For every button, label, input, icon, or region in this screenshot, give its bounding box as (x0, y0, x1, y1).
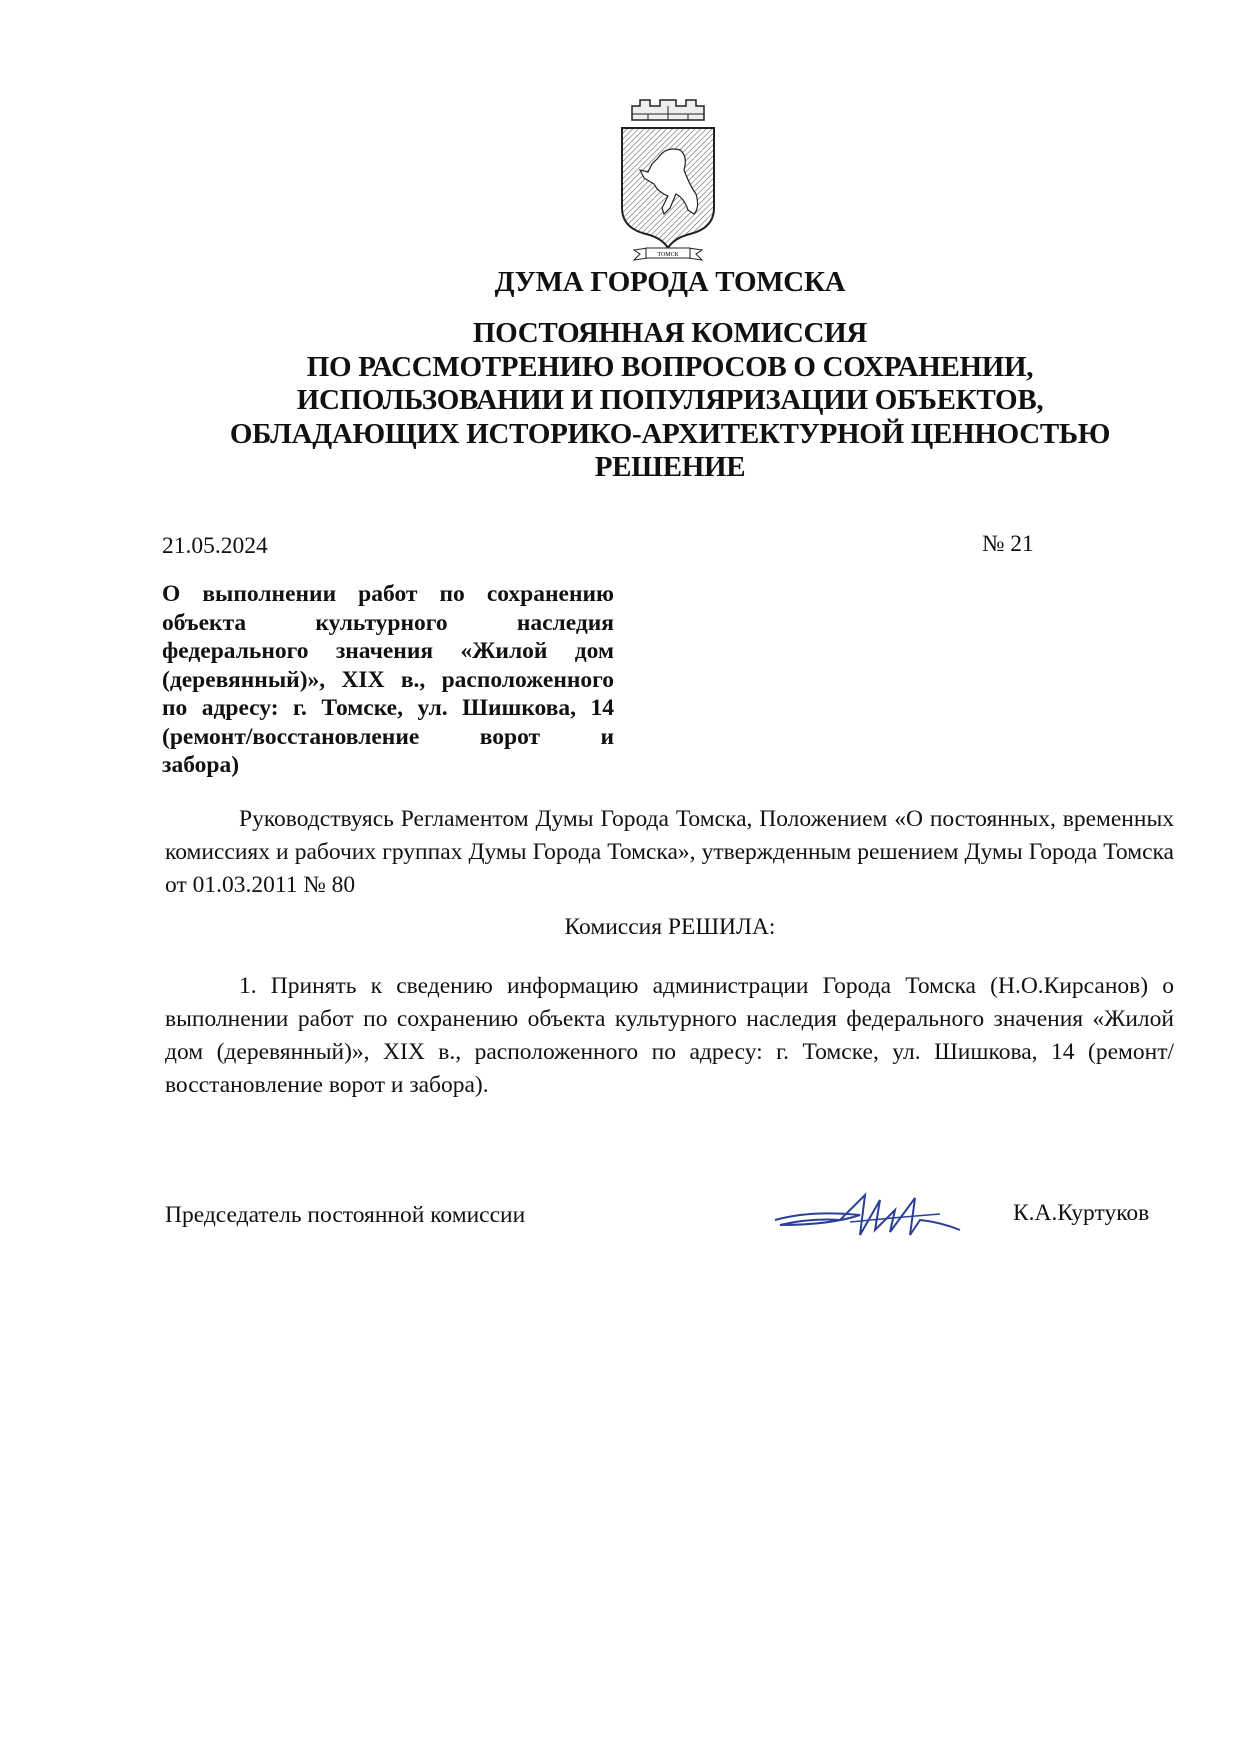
decision-item-1: 1. Принять к сведению информацию администрации Города Томска (Н.О.Кирсанов) о выполнении работ по сохранению объекта культурного наследия федерального значения «Жилой дом (деревянный)», XIX в., расположенного по адресу: г. Томске, ул. Шишкова, 14 (ремонт/восстановление ворот и забора). (165, 973, 1174, 1098)
handwritten-signature (770, 1180, 970, 1250)
commission-line: ПОСТОЯННАЯ КОМИССИЯ (472, 317, 868, 349)
decided-heading: Комиссия РЕШИЛА: (564, 914, 776, 940)
document-type: РЕШЕНИЕ (594, 451, 746, 483)
subject-line: (деревянный)», XIX в., расположенного (162, 666, 614, 693)
subject-line: забора) (162, 752, 240, 778)
commission-line: ОБЛАДАЮЩИХ ИСТОРИКО-АРХИТЕКТУРНОЙ ЦЕННОСТЬЮ (229, 417, 1111, 450)
signatory-name: К.А.Куртуков (1013, 1200, 1150, 1226)
subject-line: по адресу: г. Томске, ул. Шишкова, 14 (162, 695, 614, 721)
subject-line: федерального значения «Жилой дом (162, 638, 614, 664)
decision-date: 21.05.2024 (162, 533, 268, 559)
subject-line: объекта культурного наследия (162, 609, 614, 636)
tomsk-coat-of-arms-emblem (618, 98, 718, 264)
subject-line: (ремонт/восстановление ворот и (162, 723, 614, 750)
commission-line: ПО РАССМОТРЕНИЮ ВОПРОСОВ О СОХРАНЕНИИ, (306, 350, 1034, 383)
subject-line: О выполнении работ по сохранению (162, 581, 614, 607)
decision-number: № 21 (982, 531, 1034, 557)
emblem-motto: ТОМСК (657, 252, 679, 258)
signatory-position: Председатель постоянной комиссии (165, 1202, 526, 1228)
commission-title (0, 317, 1240, 485)
decision-subject (162, 580, 614, 780)
organization-title: ДУМА ГОРОДА ТОМСКА (494, 266, 846, 298)
commission-line: ИСПОЛЬЗОВАНИИ И ПОПУЛЯРИЗАЦИИ ОБЪЕКТОВ, (296, 384, 1044, 416)
preamble-paragraph: Руководствуясь Регламентом Думы Города Томска, Положением «О постоянных, временных комиссиях и рабочих группах Думы Города Томска», утвержденным решением Думы Города Томска от 01.03.2011 № 80 (165, 806, 1174, 898)
